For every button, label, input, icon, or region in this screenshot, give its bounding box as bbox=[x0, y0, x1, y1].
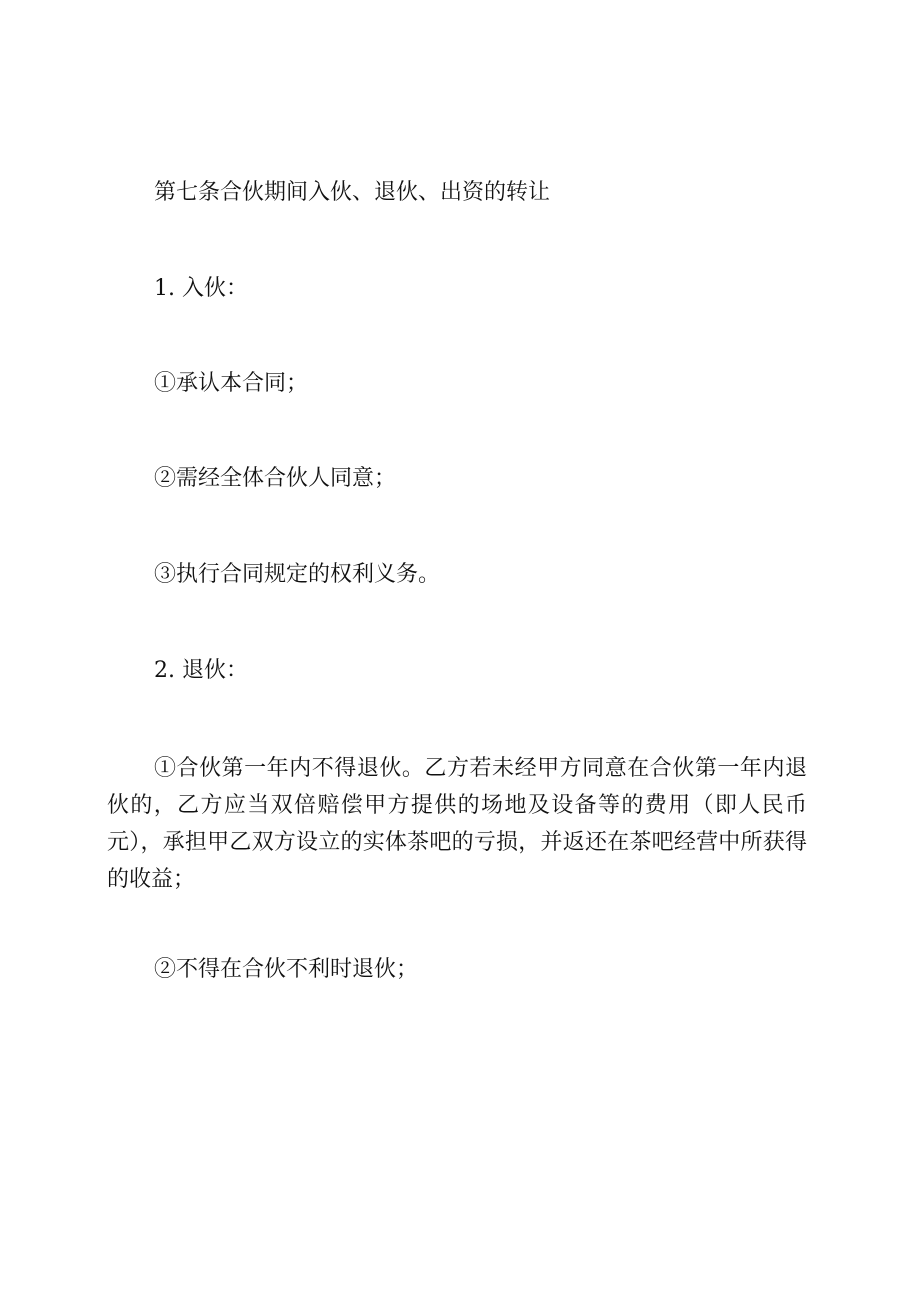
list-item-paragraph: ①合伙第一年内不得退伙。乙方若未经甲方同意在合伙第一年内退伙的，乙方应当双倍赔偿甲方提供的场地及设备等的费用（即人民币元），承担甲乙双方设立的实体茶吧的亏损，并返还在茶吧经营中所获得的收益； bbox=[107, 756, 807, 892]
list-item: ①承认本合同； bbox=[154, 371, 309, 396]
list-item: ②不得在合伙不利时退伙； bbox=[154, 957, 419, 982]
list-item: ③执行合同规定的权利义务。 bbox=[154, 562, 441, 587]
section-title-withdrawal: 2. 退伙： bbox=[154, 658, 248, 683]
section-title-joining: 1. 入伙： bbox=[154, 276, 248, 301]
article-heading: 第七条合伙期间入伙、退伙、出资的转让 bbox=[154, 180, 551, 205]
list-item: ②需经全体合伙人同意； bbox=[154, 466, 397, 491]
